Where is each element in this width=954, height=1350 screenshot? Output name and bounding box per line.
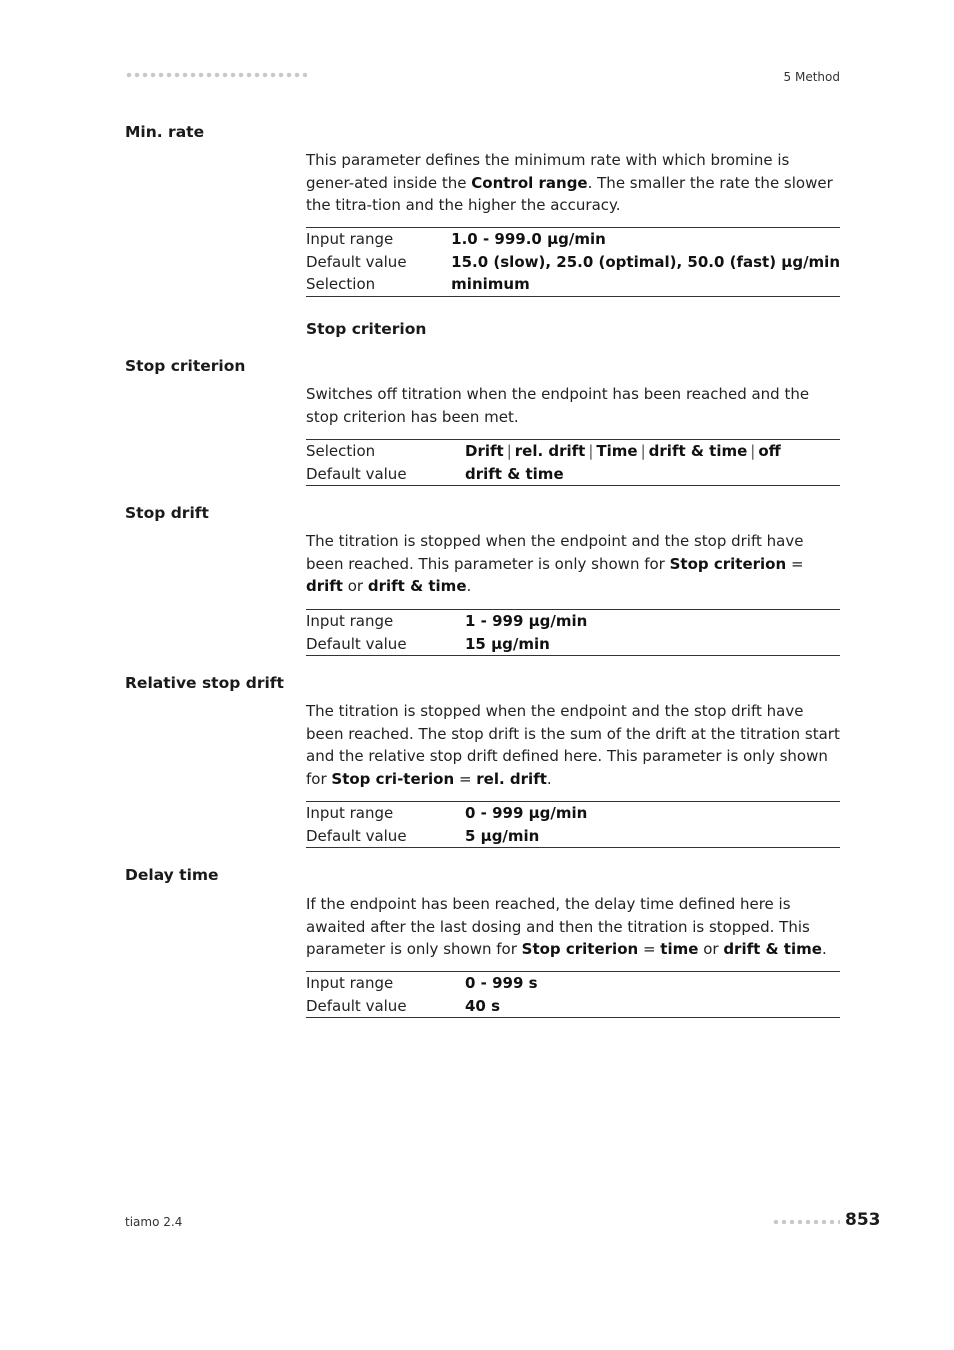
emphasized-text: Stop cri-terion bbox=[331, 769, 455, 788]
param-description-min-rate bbox=[306, 149, 840, 217]
text-run: = bbox=[454, 769, 477, 788]
spec-value: 0 - 999 s bbox=[465, 974, 538, 992]
spec-value: 40 s bbox=[465, 996, 501, 1015]
spec-row bbox=[306, 273, 840, 296]
spec-value: 1.0 - 999.0 µg/min bbox=[451, 230, 606, 248]
spec-value: 0 - 999 µg/min bbox=[465, 804, 588, 822]
param-description-stop-drift bbox=[306, 530, 840, 598]
spec-label: Selection bbox=[306, 442, 376, 460]
text-run: = bbox=[638, 940, 661, 958]
spec-label: Default value bbox=[306, 634, 407, 653]
spec-row bbox=[306, 633, 840, 656]
spec-label: Default value bbox=[306, 996, 407, 1015]
param-description-stop-criterion bbox=[306, 383, 840, 428]
option-separator: | bbox=[640, 442, 646, 460]
text-run: The titration is stopped when the endpoint and the stop drift have been reached. This parameter is only shown for bbox=[306, 532, 804, 573]
emphasized-text: Stop criterion bbox=[669, 554, 787, 573]
text-run: or bbox=[342, 577, 368, 595]
spec-value: drift & time bbox=[465, 464, 564, 483]
footer-decoration-dots bbox=[772, 1218, 840, 1226]
option-separator: | bbox=[588, 442, 594, 460]
text-run: The titration is stopped when the endpoint and the stop drift have been reached. The stop drift is the sum of the drift at the titration start and the relative stop drift defined here. This parameter is only shown for bbox=[306, 702, 840, 788]
spec-row bbox=[306, 228, 840, 251]
emphasized-text: drift & time bbox=[723, 940, 822, 958]
emphasized-text: time bbox=[660, 940, 699, 958]
param-title-min-rate: Min. rate bbox=[125, 123, 205, 141]
selection-option: Time bbox=[596, 442, 638, 460]
spec-label: Input range bbox=[306, 804, 394, 822]
option-separator: | bbox=[506, 442, 512, 460]
section-heading-stop-criterion: Stop criterion bbox=[306, 320, 427, 338]
text-run: = bbox=[786, 554, 804, 573]
text-run: . bbox=[546, 769, 552, 788]
spec-table-stop-criterion bbox=[306, 439, 840, 486]
spec-label: Default value bbox=[306, 826, 407, 845]
chapter-title: 5 Method bbox=[783, 70, 840, 84]
spec-label: Input range bbox=[306, 230, 394, 248]
param-description-relative-stop-drift bbox=[306, 700, 840, 790]
text-run: . bbox=[821, 940, 827, 958]
selection-option: off bbox=[758, 442, 781, 460]
selection-options bbox=[465, 440, 840, 463]
page-number: 853 bbox=[845, 1210, 881, 1230]
text-run: This parameter defines the minimum rate with which bromine is gener-ated inside the bbox=[306, 151, 790, 192]
param-description-delay-time bbox=[306, 893, 840, 961]
spec-row bbox=[306, 995, 840, 1018]
spec-label: Default value bbox=[306, 252, 407, 271]
option-separator: | bbox=[750, 442, 756, 460]
param-title-stop-criterion: Stop criterion bbox=[125, 357, 246, 375]
spec-row bbox=[306, 825, 840, 848]
spec-row-default bbox=[306, 463, 840, 486]
emphasized-text: Stop criterion bbox=[521, 940, 639, 958]
text-run: or bbox=[698, 940, 724, 958]
param-title-relative-stop-drift: Relative stop drift bbox=[125, 674, 284, 692]
spec-table-stop-drift bbox=[306, 609, 840, 656]
spec-value: 5 µg/min bbox=[465, 826, 540, 845]
spec-label: Default value bbox=[306, 464, 407, 483]
spec-label: Input range bbox=[306, 612, 394, 630]
footer-product-name: tiamo 2.4 bbox=[125, 1215, 183, 1229]
text-run: . bbox=[466, 577, 472, 595]
emphasized-text: Control range bbox=[471, 173, 588, 192]
selection-option: rel. drift bbox=[514, 442, 586, 460]
spec-row bbox=[306, 251, 840, 274]
emphasized-text: drift & time bbox=[367, 577, 467, 595]
spec-label: Selection bbox=[306, 275, 376, 293]
spec-value: 15 µg/min bbox=[465, 634, 550, 653]
spec-value: 1 - 999 µg/min bbox=[465, 612, 588, 630]
text-run: Switches off titration when the endpoint has been reached and the stop criterion has been met. bbox=[306, 385, 810, 426]
selection-option: drift & time bbox=[648, 442, 748, 460]
selection-option: Drift bbox=[465, 442, 504, 460]
spec-table-relative-stop-drift bbox=[306, 801, 840, 848]
spec-value: 15.0 (slow), 25.0 (optimal), 50.0 (fast) µg/min bbox=[451, 252, 840, 271]
header-decoration-dots bbox=[125, 71, 307, 79]
spec-value: minimum bbox=[451, 275, 530, 293]
spec-row bbox=[306, 610, 840, 633]
spec-table-delay-time bbox=[306, 971, 840, 1018]
spec-row bbox=[306, 972, 840, 995]
param-title-stop-drift: Stop drift bbox=[125, 504, 209, 522]
spec-row bbox=[306, 802, 840, 825]
spec-table-min-rate bbox=[306, 227, 840, 297]
text-run: . The smaller the rate the slower the titra-tion and the higher the accuracy. bbox=[306, 173, 833, 214]
text-run: If the endpoint has been reached, the delay time defined here is awaited after the last dosing and then the titration is stopped. This parameter is only shown for bbox=[306, 895, 810, 958]
spec-label: Input range bbox=[306, 974, 394, 992]
emphasized-text: rel. drift bbox=[476, 769, 547, 788]
spec-row-selection bbox=[306, 440, 840, 463]
param-title-delay-time: Delay time bbox=[125, 866, 219, 884]
emphasized-text: drift bbox=[306, 577, 343, 595]
